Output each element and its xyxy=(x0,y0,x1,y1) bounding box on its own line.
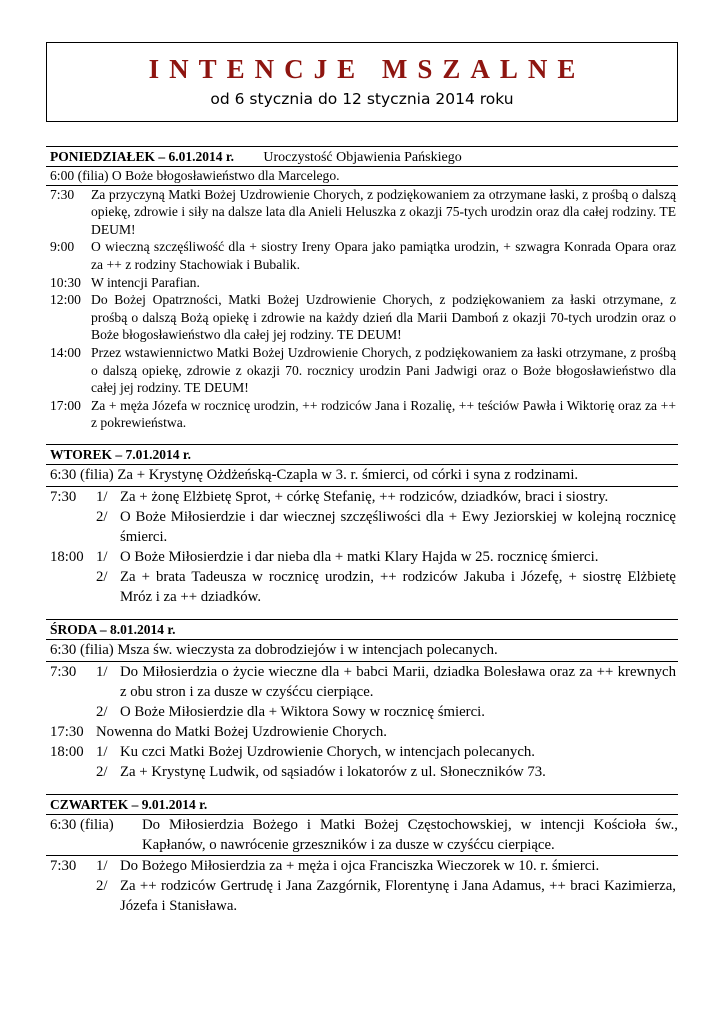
day-tuesday xyxy=(46,444,678,607)
mass-time: 17:00 xyxy=(50,397,81,413)
mass-time: 14:00 xyxy=(50,344,81,360)
mass-time: 7:30 xyxy=(50,857,77,874)
sub-text: Do Miłosierdzia o życie wieczne dla + babci Marii, dziadka Bolesława oraz za ++ krewnych z obu stron i za dusze w czyśćcu cierpiące. xyxy=(120,663,676,700)
sub-number: 1/ xyxy=(96,743,108,760)
day-monday xyxy=(46,146,678,432)
mass-intention: Przez wstawiennictwo Matki Bożej Uzdrowienie Chorych, z podziękowaniem za łaski otrzymane, z prośbą o dalszą opiekę, zdrowie z okazji 70. rocznicy urodzin Pani Jadwigi oraz o Boże błogosławieństwo dla całej jej rodziny. TE DEUM! xyxy=(91,344,676,396)
filia-mass: 6:30 (filia) Za + Krystynę Ożdżeńską-Czapla w 3. r. śmierci, od córki i syna z rodzinami. xyxy=(46,465,678,487)
day-name: WTOREK – 7.01.2014 r. xyxy=(50,446,192,462)
mass-time: 7:30 xyxy=(50,663,77,680)
sub-text: O Boże Miłosierdzie i dar wiecznej szczęśliwości dla + Ewy Jeziorskiej w kolejną rocznicę śmierci. xyxy=(120,508,676,545)
sub-number: 2/ xyxy=(96,763,108,780)
schedule xyxy=(46,146,678,928)
mass-time: 10:30 xyxy=(50,274,81,290)
day-thursday xyxy=(46,794,678,916)
mass-entry xyxy=(46,487,678,547)
day-heading xyxy=(46,444,678,465)
mass-entry xyxy=(46,547,678,607)
day-name: ŚRODA – 8.01.2014 r. xyxy=(50,621,176,637)
day-wednesday xyxy=(46,619,678,782)
mass-time: 18:00 xyxy=(50,548,84,565)
sub-intention xyxy=(96,742,676,762)
mass-time: 18:00 xyxy=(50,743,84,760)
sub-text: Za ++ rodziców Gertrudę i Jana Zazgórnik, Florentynę i Jana Adamus, ++ braci Kazimierza, Józefa i Stanisława. xyxy=(120,877,676,914)
sub-intention xyxy=(96,762,676,782)
mass-time: 6:30 (filia) xyxy=(50,816,114,833)
sub-text: Do Bożego Miłosierdzia za + męża i ojca Franciszka Wieczorek w 10. r. śmierci. xyxy=(120,857,600,874)
day-name: CZWARTEK – 9.01.2014 r. xyxy=(50,796,208,812)
sub-text: O Boże Miłosierdzie i dar nieba dla + matki Klary Hajda w 25. rocznicę śmierci. xyxy=(120,548,599,565)
sub-text: Ku czci Matki Bożej Uzdrowienie Chorych, w intencjach polecanych. xyxy=(120,743,535,760)
day-name: PONIEDZIAŁEK – 6.01.2014 r. xyxy=(50,149,235,164)
filia-mass: 6:30 (filia) Msza św. wieczysta za dobrodziejów i w intencjach polecanych. xyxy=(46,640,678,662)
sub-intention xyxy=(96,876,676,916)
sub-intention xyxy=(96,856,676,876)
mass-intention: O wieczną szczęśliwość dla + siostry Ireny Opara jako pamiątka urodzin, + szwagra Konrada Opara oraz za ++ z rodziny Stachowiak i Bubalik. xyxy=(91,239,676,272)
sub-intention xyxy=(96,702,676,722)
day-heading xyxy=(46,619,678,640)
sub-intention xyxy=(96,662,676,702)
sub-text: O Boże Miłosierdzie dla + Wiktora Sowy w rocznicę śmierci. xyxy=(120,703,485,720)
sub-number: 2/ xyxy=(96,703,108,720)
mass-entry xyxy=(46,742,678,782)
page-title: INTENCJE MSZALNE xyxy=(148,54,586,84)
mass-intention: Do Bożej Opatrzności, Matki Bożej Uzdrowienie Chorych, z podziękowaniem za łaski otrzymane, z prośbą o dalszą Bożą opiekę i zdrowie na każdy dzień dla Marii Damboń z okazji 70-tych urodzin oraz o Boże błogosławieństwo dla całej jej rodziny. TE DEUM! xyxy=(91,292,676,343)
page-subtitle: od 6 stycznia do 12 stycznia 2014 roku xyxy=(210,90,514,108)
mass-intention: W intencji Parafian. xyxy=(91,274,200,290)
day-feast: Uroczystość Objawienia Pańskiego xyxy=(263,150,462,165)
sub-number: 2/ xyxy=(96,877,108,894)
mass-time: 17:30 xyxy=(50,723,84,740)
sub-intention xyxy=(96,547,676,567)
sub-intention xyxy=(96,487,676,507)
filia-mass xyxy=(46,815,678,856)
sub-text: Za + żonę Elżbietę Sprot, + córkę Stefanię, ++ rodziców, dziadków, braci i siostry. xyxy=(120,488,609,505)
mass-intention: Za przyczyną Matki Bożej Uzdrowienie Chorych, z podziękowaniem za otrzymane łaski, z prośbą o dalszą opiekę, zdrowie i siły na dalsze lata dla Anieli Heluszka z okazji 75-tych urodzin oraz dla całej rodziny. TE DEUM! xyxy=(91,186,676,237)
sub-number: 1/ xyxy=(96,488,108,505)
sub-text: Za + Krystynę Ludwik, od sąsiadów i lokatorów z ul. Słoneczników 73. xyxy=(120,763,546,780)
mass-entry xyxy=(46,662,678,722)
mass-entry xyxy=(46,722,678,742)
sub-number: 2/ xyxy=(96,508,108,525)
mass-entry xyxy=(46,238,678,273)
mass-entry xyxy=(46,856,678,916)
sub-intention xyxy=(96,567,676,607)
header-box xyxy=(46,42,678,122)
sub-number: 1/ xyxy=(96,857,108,874)
sub-number: 2/ xyxy=(96,568,108,585)
mass-time: 7:30 xyxy=(50,488,77,505)
mass-time: 12:00 xyxy=(50,292,81,308)
mass-entry xyxy=(46,186,678,239)
sub-intention xyxy=(96,507,676,547)
mass-entry xyxy=(46,397,678,432)
sub-text: Za + brata Tadeusza w rocznicę urodzin, ++ rodziców Jakuba i Józefę, + siostrę Elżbietę Mróz i za ++ dziadków. xyxy=(120,568,676,605)
filia-mass: 6:00 (filia) O Boże błogosławieństwo dla Marcelego. xyxy=(46,167,678,186)
mass-intention: Do Miłosierdzia Bożego i Matki Bożej Częstochowskiej, w intencji Kościoła św., Kapłanów, o nawrócenie grzeszników i za dusze w czyśćcu cierpiące. xyxy=(142,816,678,853)
mass-time: 7:30 xyxy=(50,186,75,202)
mass-entry xyxy=(46,291,678,344)
mass-time: 9:00 xyxy=(50,239,75,255)
mass-entry xyxy=(46,274,678,292)
sub-number: 1/ xyxy=(96,548,108,565)
day-heading xyxy=(46,146,678,167)
mass-intention: Nowenna do Matki Bożej Uzdrowienie Chorych. xyxy=(96,723,387,740)
sub-number: 1/ xyxy=(96,663,108,680)
mass-intention: Za + męża Józefa w rocznicę urodzin, ++ rodziców Jana i Rozalię, ++ teściów Pawła i Wiktorię oraz za ++ z pokrewieństwa. xyxy=(91,397,676,431)
day-heading xyxy=(46,794,678,815)
mass-entry xyxy=(46,344,678,397)
